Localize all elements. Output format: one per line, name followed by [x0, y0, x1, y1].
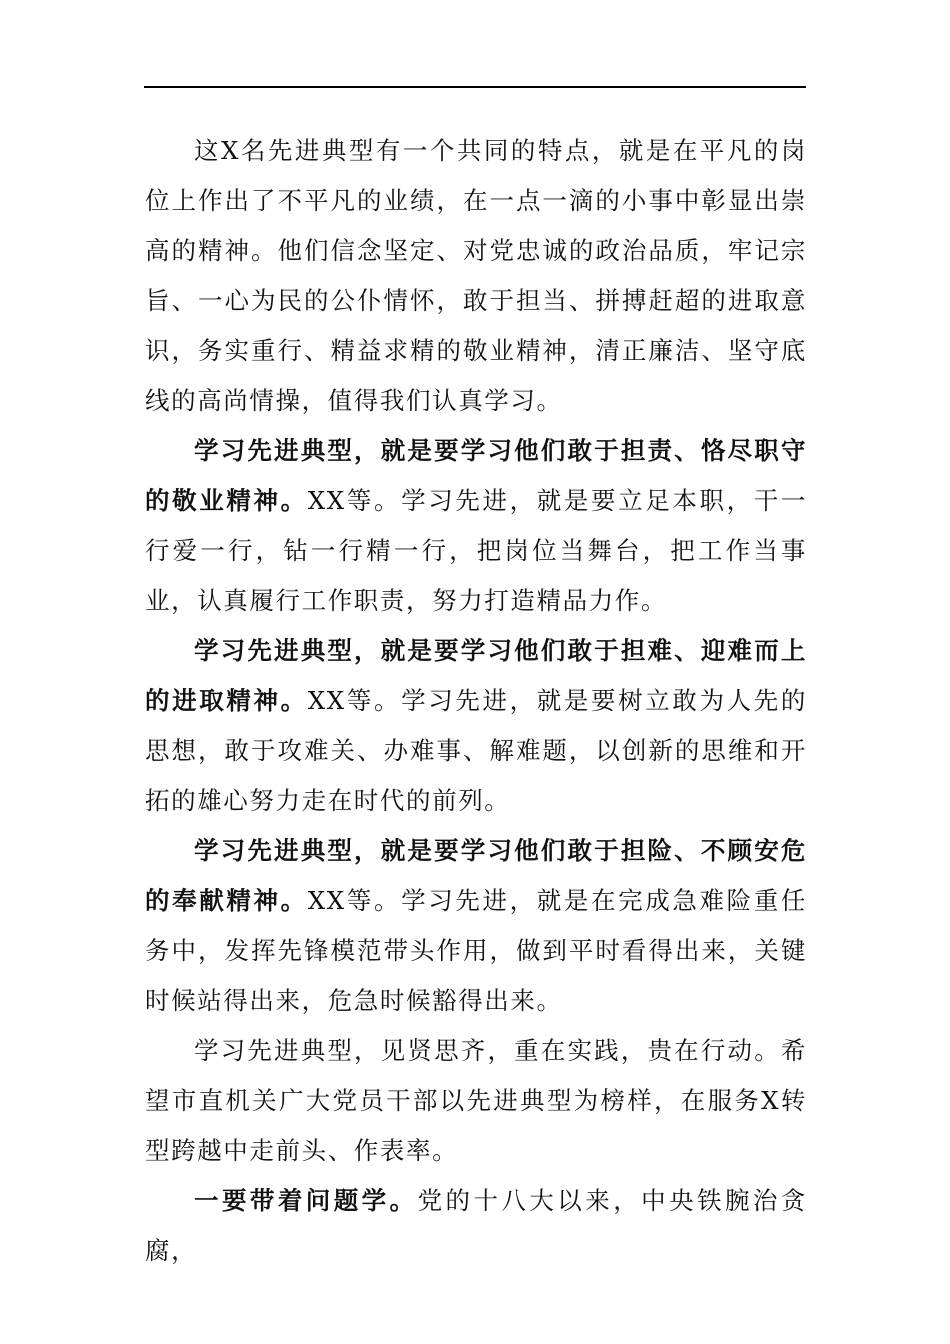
paragraph-text: 党的十八大以来，中央铁腕治贪腐， [145, 1186, 807, 1265]
paragraph-text: XX等。学习先进，就是要树立敢为人先的思想，敢于攻难关、办难事、解难题，以创新的思维和开拓的雄心努力走在时代的前列。 [145, 686, 807, 815]
paragraph-lead: 学习先进典型，就是要学习他们敢于担难、迎难而上的进取精神。 [145, 636, 807, 715]
paragraph-text: XX等。学习先进，就是在完成急难险重任务中，发挥先锋模范带头作用，做到平时看得出来，关键时候站得出来，危急时候豁得出来。 [145, 886, 807, 1015]
document-body [145, 126, 807, 1276]
paragraph-devotion [145, 826, 807, 1026]
header-rule [144, 86, 806, 88]
section-heading: 一要带着问题学。 [194, 1186, 418, 1215]
paragraph-enterprise [145, 626, 807, 826]
paragraph-lead: 学习先进典型，就是要学习他们敢于担险、不顾安危的奉献精神。 [145, 836, 807, 915]
paragraph-learn-with-questions [145, 1176, 807, 1276]
paragraph-lead: 学习先进典型，就是要学习他们敢于担责、恪尽职守的敬业精神。 [145, 436, 807, 515]
paragraph-text: 这X名先进典型有一个共同的特点，就是在平凡的岗位上作出了不平凡的业绩，在一点一滴的小事中彰显出崇高的精神。他们信念坚定、对党忠诚的政治品质，牢记宗旨、一心为民的公仆情怀，敢于担当、拼搏赶超的进取意识，务实重行、精益求精的敬业精神，清正廉洁、坚守底线的高尚情操，值得我们认真学习。 [145, 136, 807, 415]
paragraph-practice [145, 1026, 807, 1176]
paragraph-text: 学习先进典型，见贤思齐，重在实践，贵在行动。希望市直机关广大党员干部以先进典型为榜样，在服务X转型跨越中走前头、作表率。 [145, 1036, 807, 1165]
paragraph-dedication [145, 426, 807, 626]
paragraph-text: XX等。学习先进，就是要立足本职，干一行爱一行，钻一行精一行，把岗位当舞台，把工作当事业，认真履行工作职责，努力打造精品力作。 [145, 486, 807, 615]
paragraph-typical-traits [145, 126, 807, 426]
